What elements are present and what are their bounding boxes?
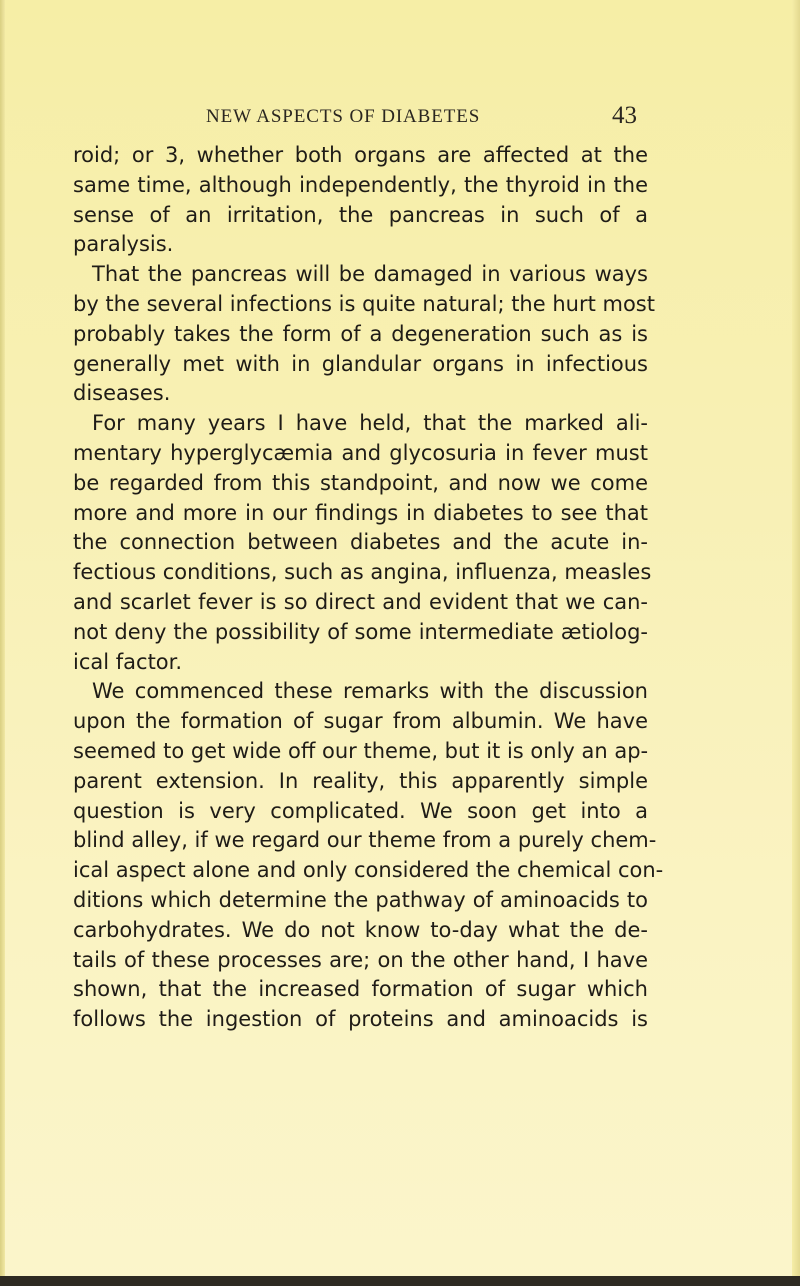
page-left-edge: [0, 0, 5, 1286]
text-line: We commenced these remarks with the discussion: [92, 679, 648, 704]
text-line: tails of these processes are; on the other hand, I have: [73, 947, 648, 972]
text-line: paralysis.: [73, 232, 174, 257]
bottom-edge: [0, 1276, 800, 1286]
text-line: the connection between diabetes and the acute in-: [73, 530, 648, 555]
text-line: more and more in our findings in diabetes to see that: [73, 500, 648, 525]
text-line: question is very complicated. We soon get into a: [73, 798, 648, 823]
text-line: sense of an irritation, the pancreas in such of a: [73, 202, 648, 227]
text-line: ical factor.: [73, 649, 183, 674]
text-line: generally met with in glandular organs in infectious: [73, 351, 648, 376]
text-line: parent extension. In reality, this apparently simple: [73, 768, 648, 793]
text-line: and scarlet fever is so direct and evident that we can-: [73, 589, 648, 614]
page-number: 43: [612, 102, 637, 129]
text-line: That the pancreas will be damaged in various ways: [92, 262, 648, 287]
text-line: upon the formation of sugar from albumin. We have: [73, 709, 648, 734]
text-line: ical aspect alone and only considered the chemical con-: [73, 858, 664, 883]
text-line: roid; or 3, whether both organs are affected at the: [73, 143, 648, 167]
text-line: probably takes the form of a degeneration such as is: [73, 321, 648, 346]
text-line: shown, that the increased formation of sugar which: [73, 977, 648, 1002]
text-line: be regarded from this standpoint, and now we come: [73, 470, 648, 495]
text-line: mentary hyperglycæmia and glycosuria in fever must: [73, 440, 648, 465]
text-line: diseases.: [73, 381, 171, 406]
text-line: fectious conditions, such as angina, influenza, measles: [73, 560, 652, 585]
text-line: not deny the possibility of some intermediate ætiolog-: [73, 619, 648, 644]
text-line: by the several infections is quite natural; the hurt most: [73, 291, 655, 316]
page-header: [0, 102, 800, 132]
text-line: For many years I have held, that the marked ali-: [92, 411, 648, 436]
page-right-edge: [792, 0, 800, 1286]
body-text: [73, 141, 664, 1035]
text-line: same time, although independently, the thyroid in the: [73, 172, 648, 197]
running-title: NEW ASPECTS OF DIABETES: [206, 106, 481, 127]
text-line: carbohydrates. We do not know to-day what the de-: [73, 917, 648, 942]
text-line: follows the ingestion of proteins and aminoacids is: [73, 1007, 648, 1032]
text-line: seemed to get wide off our theme, but it is only an ap-: [73, 738, 649, 763]
text-line: blind alley, if we regard our theme from a purely chem-: [73, 828, 657, 853]
text-line: ditions which determine the pathway of aminoacids to: [73, 887, 648, 912]
